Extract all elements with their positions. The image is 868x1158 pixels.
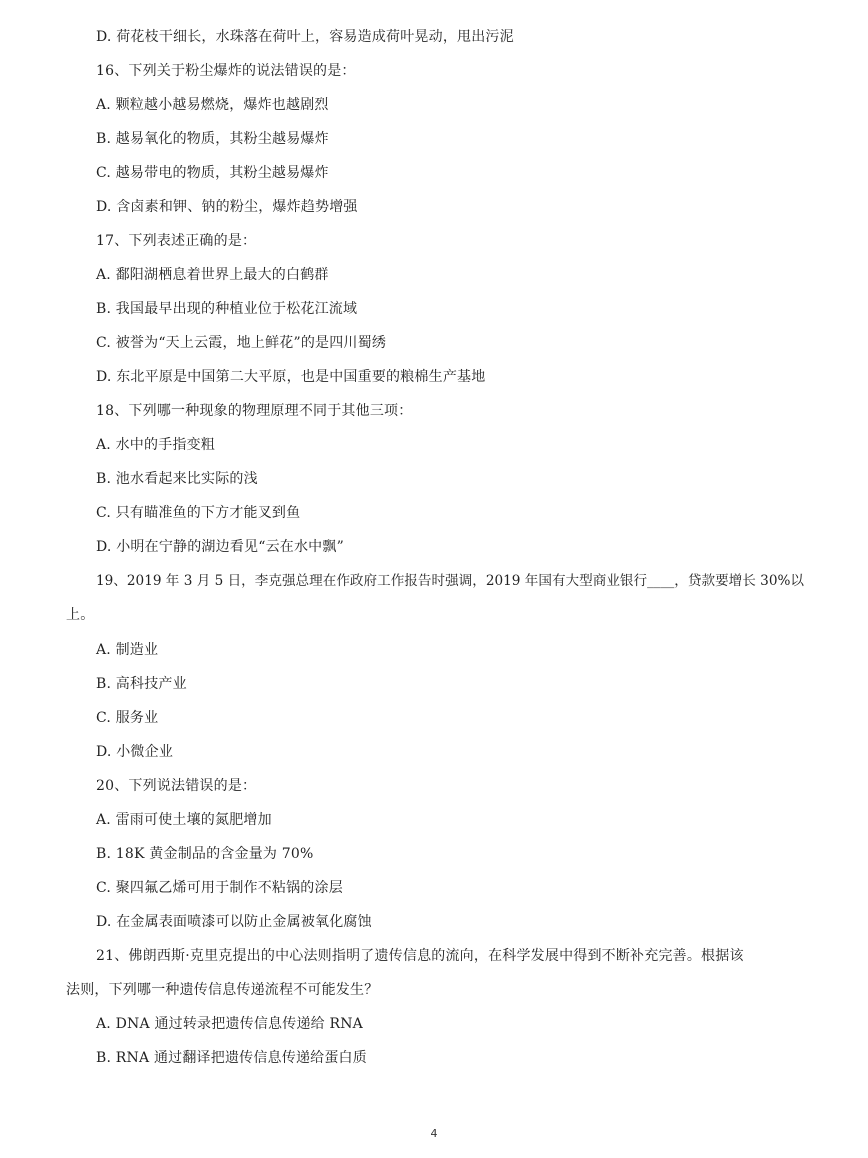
- q19-option-c: C. 服务业: [96, 710, 159, 726]
- q16-option-c: C. 越易带电的物质，其粉尘越易爆炸: [96, 165, 329, 181]
- q16-option-a: A. 颗粒越小越易燃烧，爆炸也越剧烈: [96, 97, 329, 113]
- q17-option-d: D. 东北平原是中国第二大平原，也是中国重要的粮棉生产基地: [96, 369, 486, 385]
- question-21-continued: 法则，下列哪一种遗传信息传递流程不可能发生？: [66, 982, 379, 998]
- question-21: 21、佛朗西斯·克里克提出的中心法则指明了遗传信息的流向，在科学发展中得到不断补充完善。根据该: [96, 948, 744, 964]
- page-number: 4: [430, 1127, 438, 1140]
- q19-option-b: B. 高科技产业: [96, 676, 187, 692]
- q20-option-c: C. 聚四氟乙烯可用于制作不粘锅的涂层: [96, 880, 343, 896]
- q17-option-c: C. 被誉为“天上云霞，地上鲜花”的是四川蜀绣: [96, 335, 387, 351]
- q15-option-d: D. 荷花枝干细长，水珠落在荷叶上，容易造成荷叶晃动，甩出污泥: [96, 29, 514, 45]
- q18-option-c: C. 只有瞄准鱼的下方才能叉到鱼: [96, 505, 301, 521]
- q19-option-a: A. 制造业: [96, 642, 159, 658]
- question-17: 17、下列表述正确的是：: [96, 233, 257, 249]
- q17-option-a: A. 鄱阳湖栖息着世界上最大的白鹤群: [96, 267, 329, 283]
- question-19: 19、2019 年 3 月 5 日，李克强总理在作政府工作报告时强调，2019 年国有大型商业银行____，贷款要增长 30%以: [96, 573, 804, 589]
- q18-option-b: B. 池水看起来比实际的浅: [96, 471, 258, 487]
- q20-option-a: A. 雷雨可使土壤的氮肥增加: [96, 812, 272, 828]
- q21-option-a: A. DNA 通过转录把遗传信息传递给 RNA: [96, 1016, 363, 1032]
- q17-option-b: B. 我国最早出现的种植业位于松花江流域: [96, 301, 358, 317]
- q16-option-b: B. 越易氧化的物质，其粉尘越易爆炸: [96, 131, 329, 147]
- question-16: 16、下列关于粉尘爆炸的说法错误的是：: [96, 63, 356, 79]
- q16-option-d: D. 含卤素和钾、钠的粉尘，爆炸趋势增强: [96, 199, 358, 215]
- q18-option-d: D. 小明在宁静的湖边看见“云在水中飘”: [96, 539, 344, 555]
- q20-option-b: B. 18K 黄金制品的含金量为 70%: [96, 846, 314, 862]
- q18-option-a: A. 水中的手指变粗: [96, 437, 216, 453]
- question-18: 18、下列哪一种现象的物理原理不同于其他三项：: [96, 403, 413, 419]
- q20-option-d: D. 在金属表面喷漆可以防止金属被氧化腐蚀: [96, 914, 372, 930]
- q21-option-b: B. RNA 通过翻译把遗传信息传递给蛋白质: [96, 1050, 367, 1066]
- question-19-continued: 上。: [66, 607, 95, 623]
- question-20: 20、下列说法错误的是：: [96, 778, 257, 794]
- q19-option-d: D. 小微企业: [96, 744, 174, 760]
